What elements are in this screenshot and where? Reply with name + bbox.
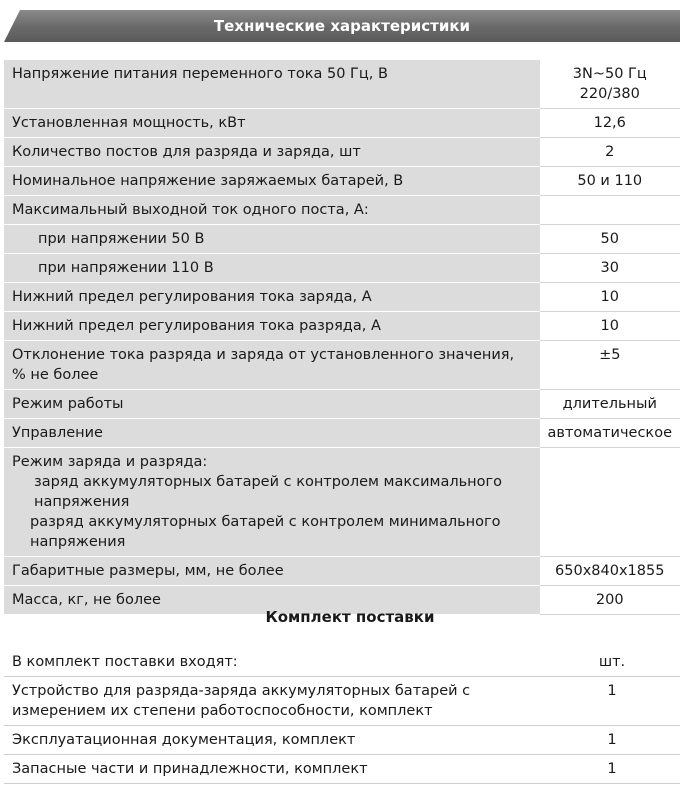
kit-item-label: Запасные части и принадлежности, комплект — [4, 755, 492, 784]
table-row — [4, 312, 680, 341]
table-row — [4, 390, 680, 419]
kit-item-label: Эксплуатационная документация, комплект — [4, 726, 492, 755]
kit-title: Комплект поставки — [265, 608, 435, 626]
spec-value: 650x840x1855 — [540, 557, 680, 586]
table-row — [4, 225, 680, 254]
kit-item-qty: 1 — [492, 726, 680, 755]
spec-label: при напряжении 50 В — [4, 225, 540, 254]
table-row — [4, 557, 680, 586]
spec-label: Отклонение тока разряда и заряда от установленного значения, % не более — [4, 341, 540, 390]
spec-header-banner — [4, 10, 680, 42]
spec-value: 200 — [540, 586, 680, 615]
table-row — [4, 109, 680, 138]
spec-label: Нижний предел регулирования тока заряда, А — [4, 283, 540, 312]
spec-value: 2 — [540, 138, 680, 167]
table-row — [4, 60, 680, 109]
spec-value: 12,6 — [540, 109, 680, 138]
table-row — [4, 167, 680, 196]
spec-value: 10 — [540, 283, 680, 312]
kit-item-label: Устройство для разряда-заряда аккумуляторных батарей с измерением их степени работоспособности, комплект — [4, 677, 492, 726]
kit-header-label: В комплект поставки входят: — [4, 648, 492, 677]
spec-value — [540, 196, 680, 225]
table-row — [4, 254, 680, 283]
spec-title: Технические характеристики — [213, 17, 471, 35]
table-row — [4, 677, 680, 726]
kit-header-qty: шт. — [492, 648, 680, 677]
spec-value: ±5 — [540, 341, 680, 390]
table-row — [4, 283, 680, 312]
table-row — [4, 419, 680, 448]
kit-item-qty: 1 — [492, 677, 680, 726]
spec-label-group — [4, 448, 540, 557]
spec-table — [4, 60, 680, 615]
spec-value: 3N~50 Гц 220/380 — [540, 60, 680, 109]
spec-label: Номинальное напряжение заряжаемых батарей, В — [4, 167, 540, 196]
spec-label: Режим заряда и разряда: — [12, 454, 208, 470]
spec-sublabel: заряд аккумуляторных батарей с контролем максимального напряжения — [34, 474, 503, 510]
table-row — [4, 755, 680, 784]
spec-label: Масса, кг, не более — [4, 586, 540, 615]
spec-value: 30 — [540, 254, 680, 283]
spec-label: Нижний предел регулирования тока разряда, А — [4, 312, 540, 341]
spec-value: 50 — [540, 225, 680, 254]
spec-value: 10 — [540, 312, 680, 341]
spec-value — [540, 448, 680, 557]
spec-value: 50 и 110 — [540, 167, 680, 196]
table-row — [4, 726, 680, 755]
kit-table — [4, 648, 680, 784]
spec-label: Количество постов для разряда и заряда, шт — [4, 138, 540, 167]
spec-label: Напряжение питания переменного тока 50 Гц, В — [4, 60, 540, 109]
spec-label: Максимальный выходной ток одного поста, А: — [4, 196, 540, 225]
table-header-row — [4, 648, 680, 677]
kit-item-qty: 1 — [492, 755, 680, 784]
spec-label: Габаритные размеры, мм, не более — [4, 557, 540, 586]
spec-value: длительный — [540, 390, 680, 419]
spec-label: Управление — [4, 419, 540, 448]
table-row — [4, 138, 680, 167]
spec-value: автоматическое — [540, 419, 680, 448]
table-row — [4, 196, 680, 225]
spec-label: Установленная мощность, кВт — [4, 109, 540, 138]
table-row — [4, 341, 680, 390]
spec-sublabel: разряд аккумуляторных батарей с контролем минимального напряжения — [30, 514, 501, 550]
table-row — [4, 448, 680, 557]
spec-label: Режим работы — [4, 390, 540, 419]
spec-label: при напряжении 110 В — [4, 254, 540, 283]
